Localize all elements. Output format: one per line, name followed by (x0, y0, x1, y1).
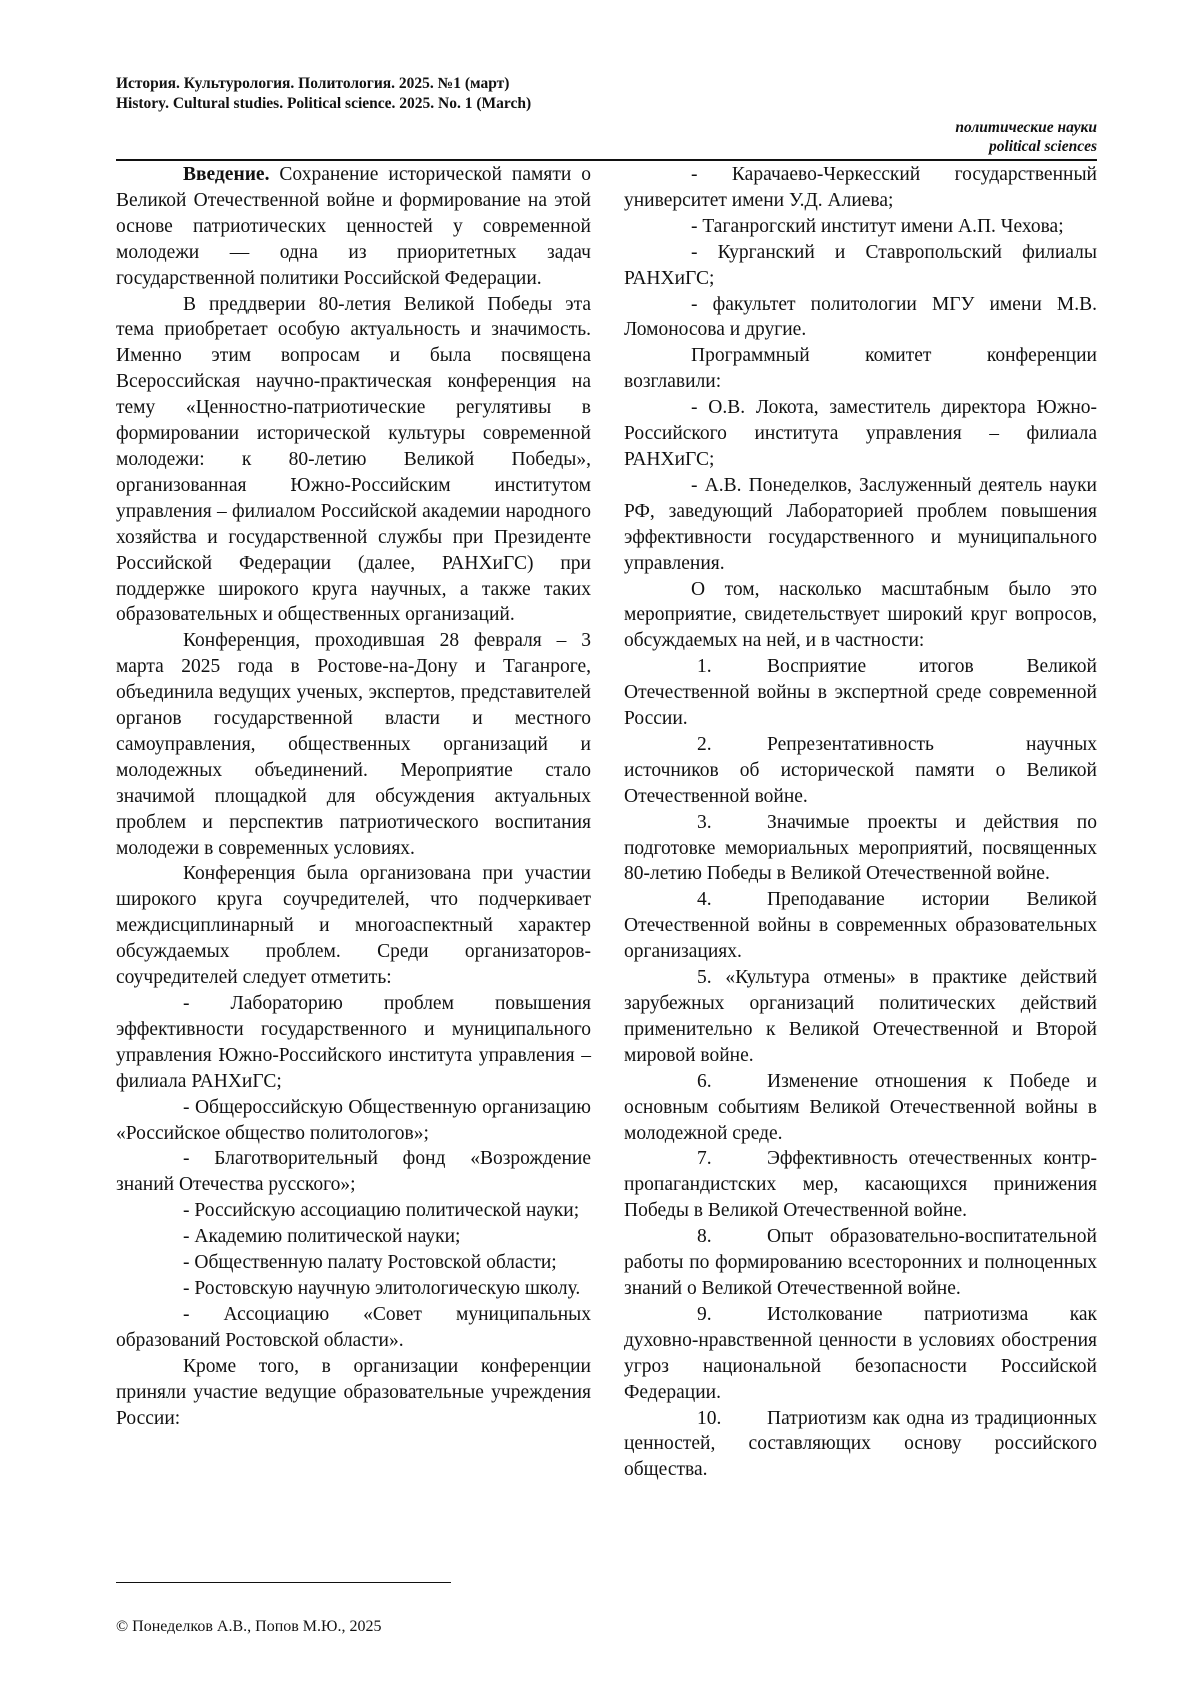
journal-title-ru: История. Культурология. Политология. 2025. №1 (март) (116, 75, 510, 92)
paragraph: Кроме того, в организации конференции приняли участие ведущие образовательные учреждения России: (116, 1355, 591, 1429)
journal-header (116, 74, 531, 114)
section-title-en: political sciences (988, 138, 1097, 155)
topic-number: 10. (697, 1407, 722, 1429)
cofounder-item: - Российскую ассоциацию политической науки; (183, 1200, 580, 1222)
section-title-ru: политические науки (955, 119, 1097, 136)
copyright-notice: © Понеделков А.В., Попов М.Ю., 2025 (116, 1618, 382, 1635)
cofounder-item: - Общероссийскую Общественную организацию «Российское общество политологов»; (116, 1096, 591, 1144)
institution-item: - Курганский и Ставропольский филиалы РАНХиГС; (624, 241, 1097, 289)
topic-item (624, 810, 1097, 888)
topic-item (624, 965, 1097, 1069)
topic-item (624, 1146, 1097, 1224)
institution-item: - Таганрогский институт имени А.П. Чехова; (691, 215, 1064, 237)
topic-number: 1. (697, 656, 712, 678)
topic-number: 2. (697, 733, 712, 755)
topic-number: 4. (697, 889, 712, 911)
cofounder-item: - Академию политической науки; (183, 1226, 461, 1248)
institution-item: - Карачаево-Черкесский государственный университет имени У.Д. Алиева; (624, 164, 1097, 211)
topic-text: Репрезентативность научных источников об исторической памяти о Великой Отечественной войне. (624, 733, 1097, 807)
topic-text: Эффективность отечественных контр-пропагандистских мер, касающихся принижения Победы в Великой Отечественной войне. (624, 1148, 1097, 1222)
paragraph: Конференция, проходившая 28 февраля – 3 марта 2025 года в Ростове-на-Дону и Таганроге, объединила ведущих ученых, экспертов, представителей органов государственной власти и местного самоуправления, общественных организаций и молодежных объединений. Мероприятие стало значимой площадкой для обсуждения актуальных проблем и перспектив патриотического воспитания молодежи в современных условиях. (116, 630, 591, 859)
right-column (624, 162, 1097, 1483)
paragraph: Программный комитет конференции возглавили: (624, 345, 1097, 393)
topic-text: Восприятие итогов Великой Отечественной войны в экспертной среде современной России. (624, 656, 1097, 730)
topic-number: 7. (697, 1148, 712, 1170)
cofounder-item: - Ассоциацию «Совет муниципальных образований Ростовской области». (116, 1303, 591, 1351)
topic-number: 5. (697, 967, 712, 989)
section-header (955, 118, 1097, 156)
paragraph: Конференция была организована при участии широкого круга соучредителей, что подчеркивает междисциплинарный и многоаспектный характер обсуждаемых проблем. Среди организаторов-соучредителей следует отметить: (116, 863, 591, 989)
intro-paragraph (116, 162, 591, 292)
topic-item (624, 1406, 1097, 1484)
topic-number: 6. (697, 1070, 712, 1092)
topic-item (624, 1069, 1097, 1147)
institution-item: - факультет политологии МГУ имени М.В. Ломоносова и другие. (624, 293, 1097, 341)
topic-item (624, 887, 1097, 965)
topic-number: 8. (697, 1226, 712, 1248)
topic-item (624, 1302, 1097, 1406)
header-rule (116, 159, 1097, 161)
left-column (116, 162, 591, 1431)
topic-item (624, 732, 1097, 810)
topic-item (624, 1224, 1097, 1302)
journal-title-en: History. Cultural studies. Political science. 2025. No. 1 (March) (116, 95, 532, 112)
intro-lead: Введение. (183, 164, 270, 185)
intro-text: Сохранение исторической памяти о Великой Отечественной войне и формирование на этой основе патриотических ценностей у современной молодежи — одна из приоритетных задач государственной политики Российской Федерации. (116, 164, 591, 289)
topic-text: Истолкование патриотизма как духовно-нравственной ценности в условиях обострения угроз национальной безопасности Российской Федерации. (624, 1303, 1097, 1403)
cofounder-item: - Лабораторию проблем повышения эффективности государственного и муниципального управления Южно-Российского института управления – филиала РАНХиГС; (116, 993, 591, 1092)
topic-text: Опыт образовательно-воспитательной работы по формированию всесторонних и полноценных знаний о Великой Отечественной войне. (624, 1226, 1097, 1299)
committee-item: - А.В. Понеделков, Заслуженный деятель науки РФ, заведующий Лабораторией проблем повышения эффективности государственного и муниципального управления. (624, 474, 1097, 574)
topic-text: Значимые проекты и действия по подготовке мемориальных мероприятий, посвященных 80-летию Победы в Великой Отечественной войне. (624, 811, 1097, 885)
topic-number: 9. (697, 1303, 712, 1325)
paragraph: О том, насколько масштабным было это мероприятие, свидетельствует широкий круг вопросов, обсуждаемых на ней, и в частности: (624, 578, 1097, 652)
footnote-rule (116, 1582, 451, 1583)
cofounder-item: - Благотворительный фонд «Возрождение знаний Отечества русского»; (116, 1148, 591, 1196)
topic-text: Патриотизм как одна из традиционных ценностей, составляющих основу российского общества. (624, 1407, 1097, 1481)
topic-text: Преподавание истории Великой Отечественной войны в современных образовательных организациях. (624, 889, 1097, 963)
cofounder-item: - Ростовскую научную элитологическую школу. (183, 1277, 581, 1299)
topic-item (624, 654, 1097, 732)
cofounder-item: - Общественную палату Ростовской области; (183, 1252, 557, 1274)
topic-text: «Культура отмены» в практике действий зарубежных организаций политических действий применительно к Великой Отечественной и Второй мировой войне. (624, 967, 1098, 1066)
topic-number: 3. (697, 811, 712, 833)
committee-item: - О.В. Локота, заместитель директора Южно-Российского института управления – филиала РАНХиГС; (624, 397, 1097, 470)
paragraph: В преддверии 80-летия Великой Победы эта тема приобретает особую актуальность и значимость. Именно этим вопросам и была посвящена Всероссийская научно-практическая конференция на тему «Ценностно-патриотические регулятивы в формировании исторической культуры современной молодежи: к 80-летию Великой Победы», организованная Южно-Российским институтом управления – филиалом Российской академии народного хозяйства и государственной службы при Президенте Российской Федерации (далее, РАНХиГС) при поддержке широкого круга научных, а также таких образовательных и общественных организаций. (116, 293, 591, 626)
topic-text: Изменение отношения к Победе и основным событиям Великой Отечественной войны в молодежной среде. (624, 1070, 1097, 1144)
